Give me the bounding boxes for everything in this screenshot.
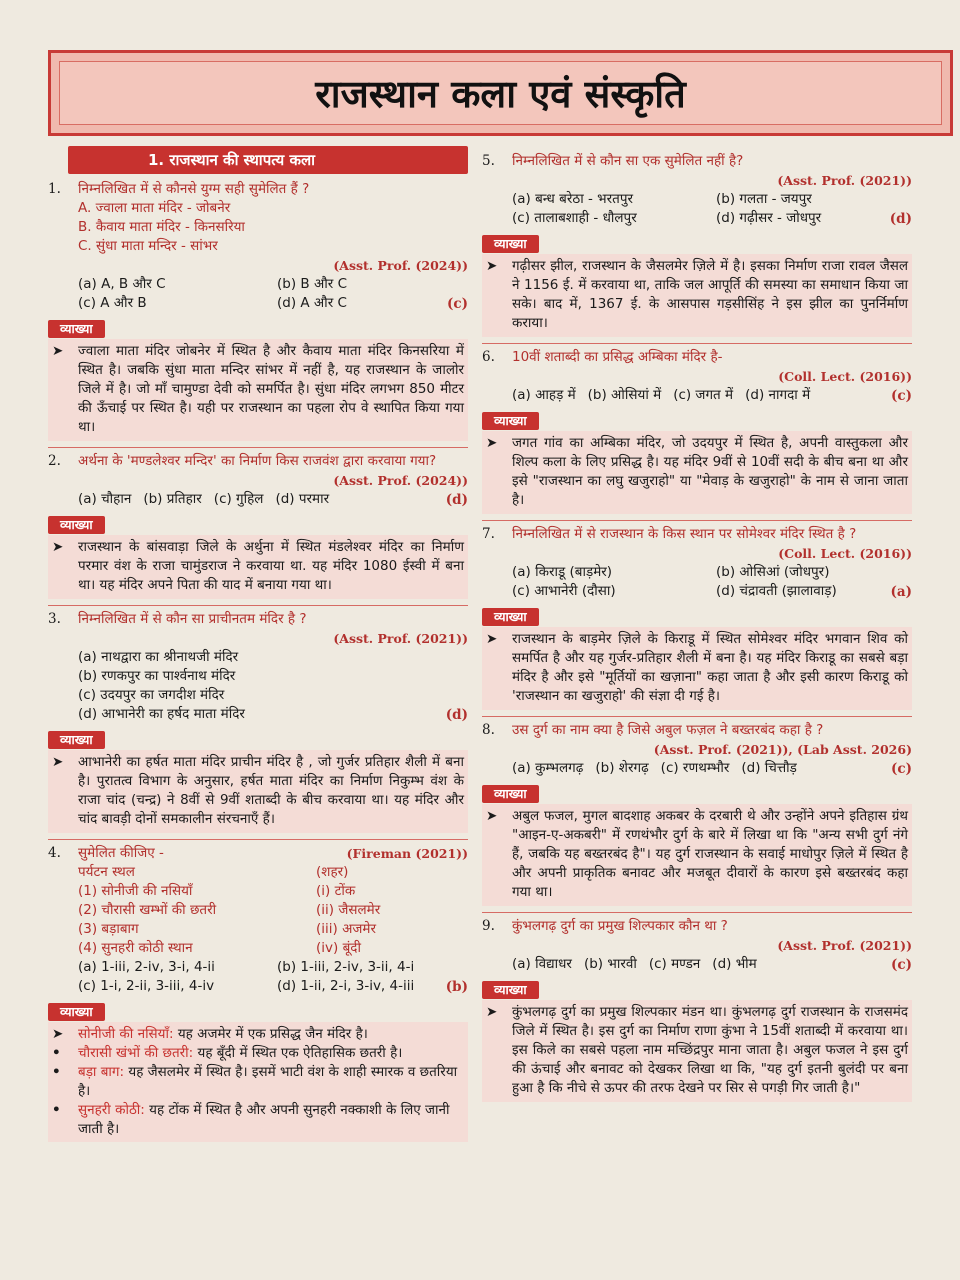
bullet-text: यह बूँदी में स्थित एक ऐतिहासिक छतरी है।	[193, 1045, 403, 1061]
question-source: (Fireman (2021))	[346, 846, 468, 861]
bullet-text: यह जैसलमेर में स्थित है। इसमें भाटी वंश के शाही स्मारक व छतरिया है।	[78, 1064, 458, 1099]
option-a: (a) 1-iii, 2-iv, 3-i, 4-ii	[78, 959, 215, 975]
question-2	[48, 452, 468, 510]
answer: (d)	[445, 707, 468, 723]
bullet-key: सोनीजी की नसियाँ:	[78, 1026, 174, 1042]
explanation-bullets	[48, 1022, 468, 1142]
option-b: (b) रणकपुर का पार्श्वनाथ मंदिर	[78, 668, 236, 684]
answer: (d)	[889, 211, 912, 227]
option-c: (c) गुहिल	[213, 491, 264, 507]
title-banner	[48, 50, 953, 136]
explanation-label: व्याख्या	[482, 785, 539, 803]
option-c: (c) तालाबशाही - धौलपुर	[512, 210, 637, 226]
question-body	[512, 917, 912, 975]
option-b: (b) शेरगढ़	[595, 760, 649, 776]
explanation	[482, 804, 912, 906]
option-a: (a) बन्ध बरेठा - भरतपुर	[512, 191, 634, 207]
explanation-text: गढ़ीसर झील, राजस्थान के जैसलमेर ज़िले में है। इसका निर्माण राजा रावल जैसल ने 1156 ई. में करवाया था, ताकि जल आपूर्ति की समस्या का समाधान किया जा सके। बाद में, 1367 ई. के आसपास गड़सीसिंह ने इस झील का पुनर्निर्माण कराया।	[512, 258, 908, 331]
explanation-text: आभानेरी का हर्षत माता मंदिर प्राचीन मंदिर है , जो गुर्जर प्रतिहार शैली में बना है। पुरातत्व विभाग के अनुसार, हर्षत माता मंदिर का निर्माण निकुम्भ वंश के राजा चांद (चन्द्र) ने 8वीं से 9वीं शताब्दी के बीच करवाया था। यह मंदिर और चांद बावड़ी दोनों समकालीन संरचनाएँ हैं।	[78, 754, 464, 827]
bullet-item	[52, 1025, 464, 1044]
option-b: (b) ओसियां में	[587, 387, 662, 403]
divider	[48, 839, 468, 840]
option-c: (c) रणथम्भौर	[660, 760, 730, 776]
question-body	[78, 180, 468, 314]
option-d: (d) भीम	[712, 956, 757, 972]
explanation	[482, 1000, 912, 1102]
question-number: 4.	[48, 845, 61, 861]
explanation	[482, 627, 912, 710]
question-source: (Asst. Prof. (2021))	[777, 938, 912, 953]
match-col-header-right: (शहर)	[316, 864, 349, 880]
question-body	[512, 525, 912, 602]
option-b: (b) गलता - जयपुर	[716, 191, 812, 207]
explanation	[48, 339, 468, 441]
question-text: 10वीं शताब्दी का प्रसिद्ध अम्बिका मंदिर है-	[512, 349, 723, 365]
bullet-item	[52, 1044, 464, 1063]
question-number: 9.	[482, 918, 495, 934]
question-number: 1.	[48, 181, 61, 197]
question-5	[482, 152, 912, 229]
option-a: (a) कुम्भलगढ़	[512, 760, 584, 776]
question-1	[48, 180, 468, 314]
option-b: (b) प्रतिहार	[143, 491, 202, 507]
option-d: (d) परमार	[275, 491, 330, 507]
question-number: 8.	[482, 722, 495, 738]
bullet-icon: •	[52, 1045, 61, 1061]
explanation-text: राजस्थान के बांसवाड़ा जिले के अर्थुना में स्थित मंडलेश्वर मंदिर का निर्माण परमार वंश के राजा चामुंडराज ने करवाया था. यह मंदिर 1080 ईस्वी में बना था। यह मंदिर अपने पिता की याद में बनाया गया था।	[78, 539, 464, 593]
match-right-4: (iv) बूंदी	[316, 940, 361, 956]
explanation-text: राजस्थान के बाड़मेर ज़िले के किराडू में स्थित सोमेश्वर मंदिर भगवान शिव को समर्पित है और यह गुर्जर-प्रतिहार शैली में बना है। यह मंदिर किराडू का सबसे बड़ा मंदिर है और इसे "मूर्तियों का खज़ाना" कहा जाता है और इसी कारण किराडू को 'राजस्थान का खजुराहो' की संज्ञा दी गई है।	[512, 631, 908, 704]
arrow-icon: ➤	[52, 754, 64, 770]
divider	[48, 605, 468, 606]
option-a: (a) चौहान	[78, 491, 132, 507]
question-text: निम्नलिखित में से कौन सा प्राचीनतम मंदिर है ?	[78, 611, 307, 627]
match-left-4: (4) सुनहरी कोठी स्थान	[78, 940, 193, 956]
question-3	[48, 610, 468, 725]
options	[78, 648, 468, 724]
option-d: (d) 1-ii, 2-i, 3-iv, 4-iii	[277, 978, 415, 994]
explanation-label: व्याख्या	[48, 731, 105, 749]
title-inner-frame	[59, 61, 942, 125]
question-source: (Asst. Prof. (2021))	[333, 631, 468, 646]
question-4	[48, 844, 468, 997]
option-a: (a) विद्याधर	[512, 956, 572, 972]
match-table	[78, 863, 468, 958]
question-number: 7.	[482, 526, 495, 542]
divider	[482, 716, 912, 717]
match-right-2: (ii) जैसलमेर	[316, 902, 381, 918]
question-body	[512, 721, 912, 779]
explanation-label: व्याख्या	[48, 516, 105, 534]
question-9	[482, 917, 912, 975]
option-d: (d) आभानेरी का हर्षद माता मंदिर	[78, 706, 245, 722]
question-text: निम्नलिखित में से राजस्थान के किस स्थान पर सोमेश्वर मंदिर स्थित है ?	[512, 526, 857, 542]
explanation-text: अबुल फजल, मुगल बादशाह अकबर के दरबारी थे और उन्होंने अपने इतिहास ग्रंथ "आइन-ए-अकबरी" में रणथंभौर दुर्ग के बारे में लिखा था कि "अन्य सभी दुर्ग नंगे हैं, जबकि यह बख्तरबंद है"। यह दुर्ग राजस्थान के सवाई माधोपुर ज़िले में स्थित है और अपनी प्राकृतिक बनावट और मजबूत दीवारों के कारण इसे बख्तरबंद कहा गया था।	[512, 808, 908, 900]
match-left-2: (2) चौरासी खम्भों की छतरी	[78, 902, 217, 918]
answer: (d)	[445, 492, 468, 508]
option-c: (c) 1-i, 2-ii, 3-iii, 4-iv	[78, 978, 215, 994]
option-d: (d) A और C	[277, 295, 347, 311]
answer: (c)	[891, 761, 912, 777]
question-body	[512, 348, 912, 406]
question-text: निम्नलिखित में से कौनसे युग्म सही सुमेलित हैं ?	[78, 181, 310, 197]
option-a: (a) आहड़ में	[512, 387, 576, 403]
question-source: (Asst. Prof. (2024))	[333, 473, 468, 488]
question-6	[482, 348, 912, 406]
option-d: (d) चित्तौड़	[741, 760, 797, 776]
question-text: निम्नलिखित में से कौन सा एक सुमेलित नहीं है?	[512, 153, 744, 169]
bullet-item	[52, 1101, 464, 1139]
divider	[48, 447, 468, 448]
option-a: (a) A, B और C	[78, 276, 166, 292]
question-head	[78, 844, 468, 863]
match-right-3: (iii) अजमेर	[316, 921, 377, 937]
bullet-text: यह अजमेर में एक प्रसिद्ध जैन मंदिर है।	[173, 1026, 368, 1042]
question-source: (Coll. Lect. (2016))	[778, 369, 912, 384]
option-b: (b) B और C	[277, 276, 347, 292]
statement-a: A. ज्वाला माता मंदिर - जोबनेर	[78, 200, 231, 216]
left-column	[48, 140, 468, 1142]
arrow-icon: ➤	[52, 539, 64, 555]
explanation-label: व्याख्या	[482, 235, 539, 253]
bullet-icon: •	[52, 1102, 61, 1118]
match-col-header-left: पर्यटन स्थल	[78, 864, 135, 880]
explanation-label: व्याख्या	[482, 412, 539, 430]
explanation-label: व्याख्या	[48, 320, 105, 338]
option-d: (d) चंद्रावती (झालावाड़)	[716, 583, 837, 599]
explanation-text: ज्वाला माता मंदिर जोबनेर में स्थित है और कैवाय माता मंदिर किनसरिया में स्थित है। जबकि सुंधा माता मन्दिर सांभर में नहीं है, यह राजस्थान के जालोर जिले में है। जो माँ चामुण्डा देवी को समर्पित है। सुंधा मंदिर लगभग 850 मीटर की ऊँचाई पर स्थित है। यही पर राजस्थान का पहला रोप वे स्थापित किया गया था।	[78, 343, 464, 435]
explanation-label: व्याख्या	[482, 981, 539, 999]
question-text: सुमेलित कीजिए -	[78, 845, 164, 861]
right-column	[482, 140, 912, 1102]
divider	[482, 343, 912, 344]
question-number: 5.	[482, 153, 495, 169]
question-body	[78, 844, 468, 997]
option-b: (b) 1-iii, 2-iv, 3-ii, 4-i	[277, 959, 415, 975]
explanation-label: व्याख्या	[482, 608, 539, 626]
statement-c: C. सुंधा माता मन्दिर - सांभर	[78, 238, 218, 254]
question-source: (Asst. Prof. (2024))	[333, 258, 468, 273]
section-title: 1. राजस्थान की स्थापत्य कला	[68, 146, 468, 174]
divider	[482, 912, 912, 913]
question-number: 6.	[482, 349, 495, 365]
answer: (b)	[445, 979, 468, 995]
option-b: (b) भारवी	[583, 956, 637, 972]
option-d: (d) गढ़ीसर - जोधपुर	[716, 210, 822, 226]
arrow-icon: ➤	[52, 343, 64, 359]
bullet-text: यह टोंक में स्थित है और अपनी सुनहरी नक्काशी के लिए जानी जाती है।	[78, 1102, 450, 1137]
answer: (c)	[891, 388, 912, 404]
arrow-icon: ➤	[486, 808, 498, 824]
arrow-icon: ➤	[486, 1004, 498, 1020]
option-b: (b) ओसिआं (जोधपुर)	[716, 564, 830, 580]
arrow-icon: ➤	[52, 1026, 64, 1042]
match-left-3: (3) बड़ाबाग	[78, 921, 139, 937]
bullet-key: चौरासी खंभों की छतरी:	[78, 1045, 194, 1061]
question-source: (Asst. Prof. (2021)), (Lab Asst. 2026)	[653, 742, 912, 757]
question-source: (Asst. Prof. (2021))	[777, 173, 912, 188]
question-text: अर्थना के 'मण्डलेश्वर मन्दिर' का निर्माण किस राजवंश द्वारा करवाया गया?	[78, 453, 437, 469]
option-c: (c) A और B	[78, 295, 147, 311]
arrow-icon: ➤	[486, 631, 498, 647]
option-c: (c) मण्डन	[648, 956, 701, 972]
bullet-item	[52, 1063, 464, 1101]
question-text: कुंभलगढ़ दुर्ग का प्रमुख शिल्पकार कौन था ?	[512, 918, 728, 934]
arrow-icon: ➤	[486, 435, 498, 451]
bullet-key: सुनहरी कोठी:	[78, 1102, 145, 1118]
explanation	[482, 254, 912, 337]
explanation	[482, 431, 912, 514]
bullet-key: बड़ा बाग:	[78, 1064, 125, 1080]
question-8	[482, 721, 912, 779]
match-left-1: (1) सोनीजी की नसियाँ	[78, 883, 193, 899]
question-text: उस दुर्ग का नाम क्या है जिसे अबुल फज़ल ने बख्तरबंद कहा है ?	[512, 722, 824, 738]
explanation-text: कुंभलगढ़ दुर्ग का प्रमुख शिल्पकार मंडन था। कुंभलगढ़ दुर्ग राजस्थान के राजसमंद जिले में स्थित है। इस दुर्ग का निर्माण राणा कुंभा ने 15वीं शताब्दी में करवाया था। इस किले का सबसे पहला नाम मच्छिंद्रपुर माना जाता है। अबुल फजल ने इस दुर्ग की ऊंचाई और बनावट को देखकर लिखा था कि, "यह दुर्ग इतनी बुलंदी पर बना हुआ है कि नीचे से ऊपर की तरफ देखने पर सिर से पगड़ी गिर जाती है।"	[512, 1004, 908, 1096]
page-title: राजस्थान कला एवं संस्कृति	[315, 71, 686, 116]
answer: (a)	[890, 584, 912, 600]
explanation-text: जगत गांव का अम्बिका मंदिर, जो उदयपुर में स्थित है, अपनी वास्तुकला और शिल्प कला के लिए प्रसिद्ध है। यह मंदिर 9वीं से 10वीं सदी के बीच बना था और इसे "राजस्थान का लघु खजुराहो" या "मेवाड़ के खजुराहो" के नाम से जाना जाता है।	[512, 435, 908, 508]
question-body	[512, 152, 912, 229]
question-7	[482, 525, 912, 602]
match-right-1: (i) टोंक	[316, 883, 356, 899]
explanation-label: व्याख्या	[48, 1003, 105, 1021]
arrow-icon: ➤	[486, 258, 498, 274]
question-source: (Coll. Lect. (2016))	[778, 546, 912, 561]
question-body	[78, 610, 468, 725]
answer: (c)	[891, 957, 912, 973]
option-c: (c) उदयपुर का जगदीश मंदिर	[78, 687, 225, 703]
divider	[482, 520, 912, 521]
explanation	[48, 535, 468, 599]
answer: (c)	[447, 296, 468, 312]
option-a: (a) किराडू (बाड़मेर)	[512, 564, 613, 580]
option-d: (d) नागदा में	[745, 387, 811, 403]
bullet-icon: •	[52, 1064, 61, 1080]
option-a: (a) नाथद्वारा का श्रीनाथजी मंदिर	[78, 649, 239, 665]
statement-b: B. कैवाय माता मंदिर - किनसरिया	[78, 219, 245, 235]
option-c: (c) आभानेरी (दौसा)	[512, 583, 616, 599]
explanation	[48, 750, 468, 833]
question-number: 2.	[48, 453, 61, 469]
question-body	[78, 452, 468, 510]
question-number: 3.	[48, 611, 61, 627]
option-c: (c) जगत में	[673, 387, 734, 403]
